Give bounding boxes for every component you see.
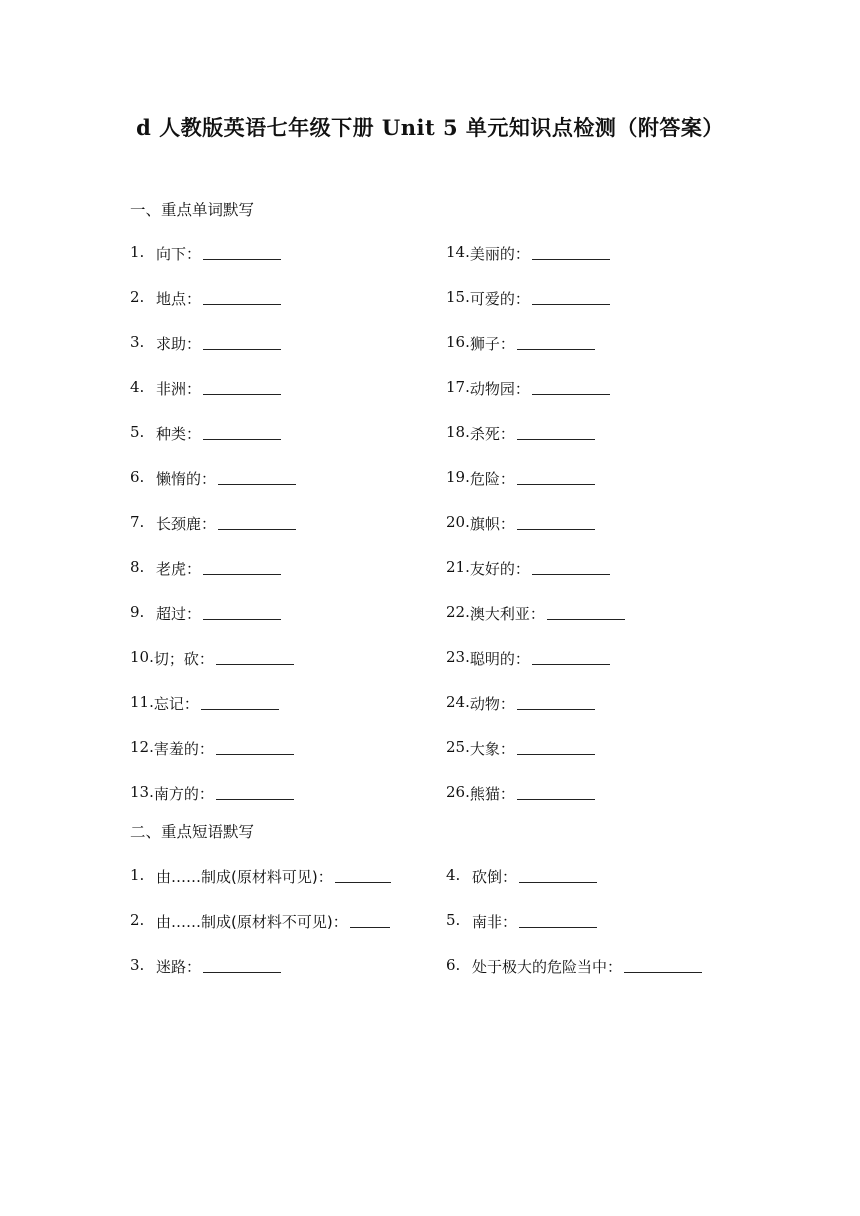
page-title: d 人教版英语七年级下册 Unit 5 单元知识点检测（附答案） bbox=[136, 115, 724, 140]
item-prompt: 澳大利亚： bbox=[469, 605, 545, 623]
item-number: 6. bbox=[446, 956, 461, 974]
list-item bbox=[446, 603, 766, 648]
list-item bbox=[130, 603, 450, 648]
list-item bbox=[130, 558, 450, 603]
answer-blank[interactable] bbox=[532, 378, 610, 395]
answer-blank[interactable] bbox=[519, 866, 597, 883]
answer-blank[interactable] bbox=[517, 783, 595, 800]
item-prompt: 非洲： bbox=[156, 380, 202, 398]
answer-blank[interactable] bbox=[517, 738, 595, 755]
list-item bbox=[130, 513, 450, 558]
item-number: 23. bbox=[446, 648, 470, 666]
item-number: 10. bbox=[130, 648, 154, 666]
item-number: 26. bbox=[446, 783, 470, 801]
answer-blank[interactable] bbox=[216, 783, 294, 800]
item-prompt: 南方的： bbox=[153, 785, 214, 803]
item-prompt: 长颈鹿： bbox=[156, 515, 217, 533]
item-prompt: 害羞的： bbox=[153, 740, 214, 758]
list-item bbox=[446, 243, 766, 288]
item-number: 5. bbox=[446, 911, 461, 929]
list-item bbox=[130, 911, 450, 956]
answer-blank[interactable] bbox=[624, 956, 702, 973]
list-item bbox=[446, 693, 766, 738]
answer-blank[interactable] bbox=[203, 378, 281, 395]
item-number: 11. bbox=[130, 693, 154, 711]
answer-blank[interactable] bbox=[218, 513, 296, 530]
item-number: 13. bbox=[130, 783, 154, 801]
item-prompt: 处于极大的危险当中： bbox=[472, 958, 623, 976]
item-number: 16. bbox=[446, 333, 470, 351]
item-number: 4. bbox=[130, 378, 145, 396]
answer-blank[interactable] bbox=[203, 333, 281, 350]
item-prompt: 狮子： bbox=[469, 335, 515, 353]
item-prompt: 动物： bbox=[469, 695, 515, 713]
answer-blank[interactable] bbox=[547, 603, 625, 620]
item-number: 22. bbox=[446, 603, 470, 621]
item-prompt: 向下： bbox=[156, 245, 202, 263]
answer-blank[interactable] bbox=[517, 468, 595, 485]
item-prompt: 种类： bbox=[156, 425, 202, 443]
item-prompt: 老虎： bbox=[156, 560, 202, 578]
item-prompt: 求助： bbox=[156, 335, 202, 353]
list-item bbox=[130, 378, 450, 423]
answer-blank[interactable] bbox=[532, 288, 610, 305]
answer-blank[interactable] bbox=[203, 288, 281, 305]
answer-blank[interactable] bbox=[216, 738, 294, 755]
answer-blank[interactable] bbox=[350, 911, 390, 928]
list-item bbox=[130, 648, 450, 693]
answer-blank[interactable] bbox=[517, 423, 595, 440]
item-prompt: 南非： bbox=[472, 913, 518, 931]
item-prompt: 可爱的： bbox=[469, 290, 530, 308]
item-number: 3. bbox=[130, 956, 145, 974]
list-item bbox=[130, 288, 450, 333]
item-prompt: 大象： bbox=[469, 740, 515, 758]
list-item bbox=[446, 738, 766, 783]
item-prompt: 忘记： bbox=[153, 695, 199, 713]
item-prompt: 杀死： bbox=[469, 425, 515, 443]
words-column-right bbox=[446, 243, 766, 828]
list-item bbox=[130, 423, 450, 468]
item-number: 14. bbox=[446, 243, 470, 261]
item-prompt: 懒惰的： bbox=[156, 470, 217, 488]
item-prompt: 地点： bbox=[156, 290, 202, 308]
answer-blank[interactable] bbox=[201, 693, 279, 710]
item-prompt: 友好的： bbox=[469, 560, 530, 578]
item-prompt: 聪明的： bbox=[469, 650, 530, 668]
item-number: 9. bbox=[130, 603, 145, 621]
section-heading-phrases: 二、重点短语默写 bbox=[130, 823, 255, 841]
words-column-left bbox=[130, 243, 450, 828]
answer-blank[interactable] bbox=[517, 333, 595, 350]
answer-blank[interactable] bbox=[517, 513, 595, 530]
phrases-column-left bbox=[130, 866, 450, 1001]
list-item bbox=[446, 468, 766, 513]
item-number: 19. bbox=[446, 468, 470, 486]
answer-blank[interactable] bbox=[218, 468, 296, 485]
item-number: 25. bbox=[446, 738, 470, 756]
item-prompt: 危险： bbox=[469, 470, 515, 488]
answer-blank[interactable] bbox=[203, 243, 281, 260]
item-number: 7. bbox=[130, 513, 145, 531]
phrases-column-right bbox=[446, 866, 766, 1001]
item-prompt: 超过： bbox=[156, 605, 202, 623]
list-item bbox=[446, 513, 766, 558]
item-number: 2. bbox=[130, 288, 145, 306]
list-item bbox=[130, 738, 450, 783]
item-number: 4. bbox=[446, 866, 461, 884]
list-item bbox=[446, 956, 766, 1001]
item-prompt: 熊猫： bbox=[469, 785, 515, 803]
list-item bbox=[130, 866, 450, 911]
answer-blank[interactable] bbox=[203, 558, 281, 575]
list-item bbox=[446, 648, 766, 693]
item-number: 18. bbox=[446, 423, 470, 441]
item-number: 21. bbox=[446, 558, 470, 576]
list-item bbox=[446, 866, 766, 911]
item-number: 1. bbox=[130, 866, 145, 884]
item-number: 8. bbox=[130, 558, 145, 576]
item-number: 24. bbox=[446, 693, 470, 711]
item-prompt: 动物园： bbox=[469, 380, 530, 398]
item-prompt: 旗帜： bbox=[469, 515, 515, 533]
item-number: 12. bbox=[130, 738, 154, 756]
list-item bbox=[130, 956, 450, 1001]
answer-blank[interactable] bbox=[335, 866, 391, 883]
item-prompt: 由……制成(原材料不可见)： bbox=[156, 913, 348, 931]
section-heading-words: 一、重点单词默写 bbox=[130, 201, 255, 219]
answer-blank[interactable] bbox=[216, 648, 294, 665]
answer-blank[interactable] bbox=[532, 648, 610, 665]
item-number: 6. bbox=[130, 468, 145, 486]
answer-blank[interactable] bbox=[203, 956, 281, 973]
item-number: 3. bbox=[130, 333, 145, 351]
item-number: 5. bbox=[130, 423, 145, 441]
answer-blank[interactable] bbox=[532, 558, 610, 575]
list-item bbox=[446, 333, 766, 378]
answer-blank[interactable] bbox=[517, 693, 595, 710]
list-item bbox=[130, 468, 450, 513]
answer-blank[interactable] bbox=[519, 911, 597, 928]
answer-blank[interactable] bbox=[203, 603, 281, 620]
item-prompt: 美丽的： bbox=[469, 245, 530, 263]
item-number: 1. bbox=[130, 243, 145, 261]
list-item bbox=[446, 911, 766, 956]
list-item bbox=[130, 333, 450, 378]
item-number: 20. bbox=[446, 513, 470, 531]
item-prompt: 迷路： bbox=[156, 958, 202, 976]
list-item bbox=[446, 783, 766, 828]
answer-blank[interactable] bbox=[532, 243, 610, 260]
list-item bbox=[130, 243, 450, 288]
item-number: 15. bbox=[446, 288, 470, 306]
list-item bbox=[446, 558, 766, 603]
item-number: 17. bbox=[446, 378, 470, 396]
item-prompt: 砍倒： bbox=[472, 868, 518, 886]
list-item bbox=[130, 693, 450, 738]
list-item bbox=[446, 423, 766, 468]
item-number: 2. bbox=[130, 911, 145, 929]
answer-blank[interactable] bbox=[203, 423, 281, 440]
list-item bbox=[446, 288, 766, 333]
item-prompt: 切；砍： bbox=[153, 650, 214, 668]
item-prompt: 由……制成(原材料可见)： bbox=[156, 868, 333, 886]
list-item bbox=[446, 378, 766, 423]
